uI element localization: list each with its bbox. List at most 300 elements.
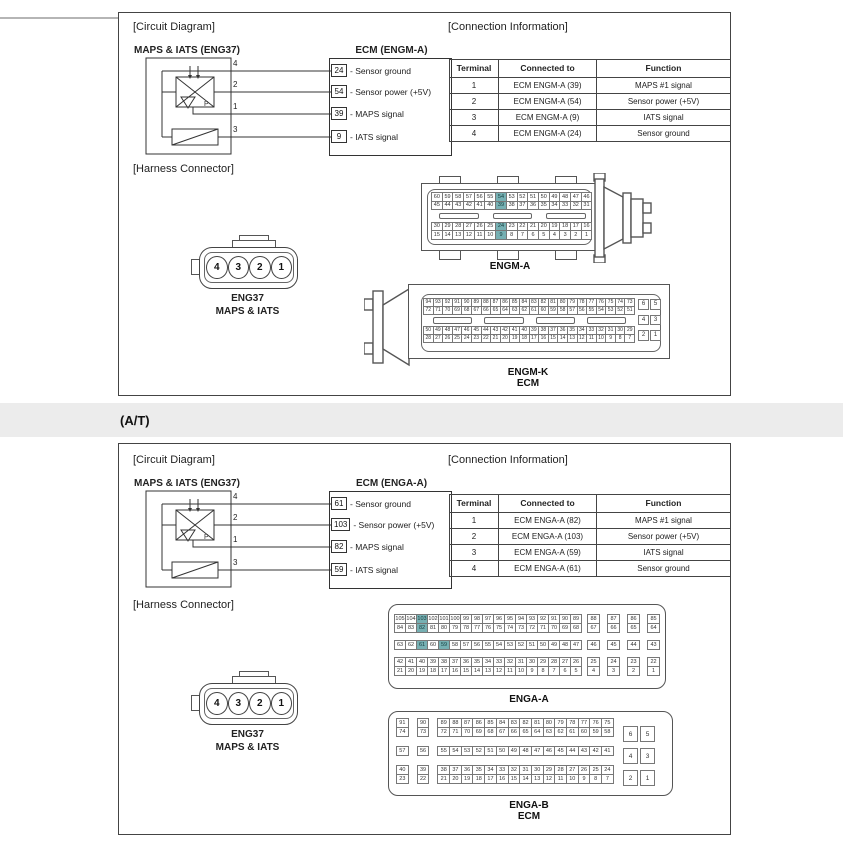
pin-2: 2 bbox=[570, 230, 582, 240]
pin-22: 22 bbox=[647, 657, 660, 667]
pin-18: 18 bbox=[472, 774, 485, 784]
pin-46: 46 bbox=[461, 326, 472, 335]
pin-91: 91 bbox=[548, 614, 560, 624]
pin-94: 94 bbox=[423, 298, 434, 307]
pin-55: 55 bbox=[484, 192, 496, 202]
pin-39: 39 bbox=[495, 201, 507, 211]
pin-21: 21 bbox=[527, 222, 539, 232]
pin-55: 55 bbox=[482, 640, 494, 650]
harness-connector-eng37 bbox=[191, 233, 316, 333]
pin-38: 38 bbox=[438, 657, 450, 667]
pin-31: 31 bbox=[581, 201, 593, 211]
table-cell: 4 bbox=[450, 561, 499, 577]
pin-56: 56 bbox=[471, 640, 483, 650]
ecm-pin bbox=[331, 518, 434, 531]
pin-side-block bbox=[623, 726, 655, 786]
pin-33: 33 bbox=[586, 326, 597, 335]
wire-number: 1 bbox=[233, 535, 238, 544]
pin-82: 82 bbox=[538, 298, 549, 307]
pin-48: 48 bbox=[559, 192, 571, 202]
pin-52: 52 bbox=[615, 306, 626, 315]
table-cell: ECM ENGA-A (61) bbox=[499, 561, 597, 577]
table-row bbox=[450, 513, 731, 529]
pin-4: 4 bbox=[587, 666, 600, 676]
pin-14: 14 bbox=[519, 774, 532, 784]
wire-number: 3 bbox=[233, 558, 238, 567]
pin-70: 70 bbox=[461, 727, 474, 737]
pin-82: 82 bbox=[416, 623, 428, 633]
ecm-pin-function: - MAPS signal bbox=[350, 541, 404, 552]
pin-28: 28 bbox=[548, 657, 560, 667]
connector-caption-block bbox=[408, 367, 648, 389]
pin-37: 37 bbox=[517, 201, 529, 211]
pin-grid bbox=[431, 192, 594, 240]
pin-63: 63 bbox=[543, 727, 556, 737]
pin-36: 36 bbox=[557, 326, 568, 335]
pin-77: 77 bbox=[471, 623, 483, 633]
connector-body bbox=[199, 247, 298, 289]
pin-88: 88 bbox=[449, 718, 462, 728]
pin-81: 81 bbox=[531, 718, 544, 728]
table-cell: ECM ENGM-A (24) bbox=[499, 126, 597, 142]
pin-69: 69 bbox=[559, 623, 571, 633]
pin-57: 57 bbox=[460, 640, 472, 650]
pin-12: 12 bbox=[463, 230, 475, 240]
pin-2: 2 bbox=[638, 330, 649, 341]
pin-9: 9 bbox=[605, 334, 616, 343]
pin-41: 41 bbox=[509, 326, 520, 335]
pin-60: 60 bbox=[431, 192, 443, 202]
pin-31: 31 bbox=[519, 765, 532, 775]
pin-23: 23 bbox=[627, 657, 640, 667]
pin-53: 53 bbox=[506, 192, 518, 202]
pin-34: 34 bbox=[484, 765, 497, 775]
pin-8: 8 bbox=[589, 774, 602, 784]
circuit-diagram-label: [Circuit Diagram] bbox=[133, 21, 215, 33]
table-cell: ECM ENGA-A (59) bbox=[499, 545, 597, 561]
pin-16: 16 bbox=[496, 774, 509, 784]
pin-4: 4 bbox=[549, 230, 561, 240]
pin-103: 103 bbox=[417, 616, 427, 622]
pin-87: 87 bbox=[461, 718, 474, 728]
pin-9: 9 bbox=[526, 666, 538, 676]
pin-group bbox=[437, 727, 613, 737]
pin-8: 8 bbox=[506, 230, 518, 240]
pin-band bbox=[396, 746, 614, 756]
connector-cavity-row bbox=[204, 252, 294, 283]
pin-55: 55 bbox=[586, 306, 597, 315]
pin-band bbox=[396, 765, 614, 784]
pin-60: 60 bbox=[427, 640, 439, 650]
side-pin-row bbox=[623, 748, 655, 764]
pin-30: 30 bbox=[526, 657, 538, 667]
pin-50: 50 bbox=[537, 640, 549, 650]
table-cell: Sensor power (+5V) bbox=[597, 529, 731, 545]
pin-15: 15 bbox=[508, 774, 521, 784]
pin-6: 6 bbox=[623, 726, 638, 742]
cavity-3: 3 bbox=[228, 692, 250, 715]
pin-1: 1 bbox=[581, 230, 593, 240]
connector-caption: ECM bbox=[516, 378, 540, 389]
pin-11: 11 bbox=[504, 666, 516, 676]
table-row bbox=[450, 561, 731, 577]
pin-81: 81 bbox=[427, 623, 439, 633]
pin-89: 89 bbox=[471, 298, 482, 307]
sensor-connector-title: MAPS & IATS (ENG37) bbox=[134, 478, 240, 489]
circuit-diagram bbox=[132, 45, 467, 180]
pin-3: 3 bbox=[640, 748, 655, 764]
pin-59: 59 bbox=[548, 306, 559, 315]
pin-71: 71 bbox=[537, 623, 549, 633]
pin-14: 14 bbox=[442, 230, 454, 240]
pin-10: 10 bbox=[596, 334, 607, 343]
pin-50: 50 bbox=[538, 192, 550, 202]
sensor-connector-title: MAPS & IATS (ENG37) bbox=[134, 45, 240, 56]
pin-30: 30 bbox=[615, 326, 626, 335]
pin-26: 26 bbox=[578, 765, 591, 775]
wire-number: 4 bbox=[233, 492, 238, 501]
pin-21: 21 bbox=[437, 774, 450, 784]
pin-84: 84 bbox=[394, 623, 406, 633]
pin-10: 10 bbox=[566, 774, 579, 784]
table-header: Function bbox=[597, 60, 731, 78]
pin-33: 33 bbox=[496, 765, 509, 775]
harness-connector-caption: MAPS & IATS bbox=[215, 306, 280, 317]
pin-61: 61 bbox=[566, 727, 579, 737]
circuit-diagram-label: [Circuit Diagram] bbox=[133, 454, 215, 466]
pin-54: 54 bbox=[596, 306, 607, 315]
pin-22: 22 bbox=[517, 222, 529, 232]
pin-38: 38 bbox=[437, 765, 450, 775]
ecm-pin-function: - Sensor ground bbox=[350, 498, 411, 509]
pin-7: 7 bbox=[548, 666, 560, 676]
pin-92: 92 bbox=[537, 614, 549, 624]
pin-row bbox=[394, 640, 660, 650]
pin-89: 89 bbox=[437, 718, 450, 728]
pin-27: 27 bbox=[566, 765, 579, 775]
pin-row bbox=[431, 230, 594, 240]
ecm-pin bbox=[331, 540, 404, 553]
pin-16: 16 bbox=[581, 222, 593, 232]
pin-41: 41 bbox=[405, 657, 417, 667]
pin-31: 31 bbox=[515, 657, 527, 667]
pin-77: 77 bbox=[586, 298, 597, 307]
pin-53: 53 bbox=[605, 306, 616, 315]
pin-33: 33 bbox=[493, 657, 505, 667]
pin-48: 48 bbox=[442, 326, 453, 335]
pin-10: 10 bbox=[515, 666, 527, 676]
pin-7: 7 bbox=[517, 230, 529, 240]
wire-number: 1 bbox=[233, 102, 238, 111]
table-cell: 3 bbox=[450, 110, 499, 126]
pin-78: 78 bbox=[566, 718, 579, 728]
side-pin-row bbox=[638, 299, 661, 310]
ecm-pin bbox=[331, 85, 431, 98]
pin-side-block bbox=[638, 299, 661, 341]
pin-group bbox=[437, 746, 613, 756]
pin-41: 41 bbox=[601, 746, 614, 756]
pin-2: 2 bbox=[623, 770, 638, 786]
pin-28: 28 bbox=[452, 222, 464, 232]
pin-35: 35 bbox=[471, 657, 483, 667]
pin-17: 17 bbox=[484, 774, 497, 784]
pin-25: 25 bbox=[587, 657, 600, 667]
pin-51: 51 bbox=[526, 640, 538, 650]
pin-89: 89 bbox=[570, 614, 582, 624]
pin-42: 42 bbox=[463, 201, 475, 211]
pin-67: 67 bbox=[471, 306, 482, 315]
pin-28: 28 bbox=[423, 334, 434, 343]
connection-table bbox=[449, 59, 731, 142]
table-row bbox=[450, 94, 731, 110]
pin-16: 16 bbox=[538, 334, 549, 343]
pin-22: 22 bbox=[481, 334, 492, 343]
table-cell: Sensor power (+5V) bbox=[597, 94, 731, 110]
table-row bbox=[450, 126, 731, 142]
pin-19: 19 bbox=[509, 334, 520, 343]
pin-71: 71 bbox=[433, 306, 444, 315]
pin-102: 102 bbox=[428, 616, 438, 622]
connector-side-profile bbox=[364, 283, 414, 373]
pin-25: 25 bbox=[589, 765, 602, 775]
pin-band bbox=[423, 317, 636, 324]
pin-10: 10 bbox=[484, 230, 496, 240]
pin-group bbox=[396, 774, 409, 784]
pin-72: 72 bbox=[437, 727, 450, 737]
pin-19: 19 bbox=[416, 666, 428, 676]
pin-1: 1 bbox=[650, 330, 661, 341]
ecm-pin-function: - Sensor ground bbox=[350, 65, 411, 76]
ecm-pin-function: - IATS signal bbox=[350, 131, 399, 142]
pin-band bbox=[396, 718, 614, 737]
pin-74: 74 bbox=[615, 298, 626, 307]
pin-row bbox=[431, 201, 594, 211]
pin-35: 35 bbox=[567, 326, 578, 335]
pin-70: 70 bbox=[548, 623, 560, 633]
pin-53: 53 bbox=[461, 746, 474, 756]
pin-44: 44 bbox=[442, 201, 454, 211]
pin-row bbox=[396, 727, 614, 737]
pin-64: 64 bbox=[500, 306, 511, 315]
pin-6: 6 bbox=[559, 666, 571, 676]
pin-1: 1 bbox=[647, 666, 660, 676]
pin-38: 38 bbox=[538, 326, 549, 335]
pin-9: 9 bbox=[495, 230, 507, 240]
pin-88: 88 bbox=[587, 614, 600, 624]
connector-caption-block bbox=[414, 261, 606, 272]
pin-51: 51 bbox=[484, 746, 497, 756]
side-pin-row bbox=[638, 330, 661, 341]
pin-34: 34 bbox=[549, 201, 561, 211]
pin-84: 84 bbox=[496, 718, 509, 728]
pin-100: 100 bbox=[450, 616, 460, 622]
pin-band bbox=[431, 213, 594, 220]
pin-92: 92 bbox=[442, 298, 453, 307]
pin-59: 59 bbox=[589, 727, 602, 737]
section-at-panel bbox=[118, 443, 731, 835]
pin-21: 21 bbox=[490, 334, 501, 343]
pin-57: 57 bbox=[463, 192, 475, 202]
ecm-pin-number: 82 bbox=[331, 540, 347, 553]
pin-59: 59 bbox=[442, 192, 454, 202]
pin-79: 79 bbox=[554, 718, 567, 728]
pin-group bbox=[394, 666, 582, 676]
pin-group bbox=[423, 306, 635, 315]
pin-56: 56 bbox=[417, 746, 430, 756]
pin-29: 29 bbox=[537, 657, 549, 667]
ecm-pin-number: 59 bbox=[331, 563, 347, 576]
pin-94: 94 bbox=[515, 614, 527, 624]
pin-8: 8 bbox=[615, 334, 626, 343]
pin-50: 50 bbox=[496, 746, 509, 756]
pin-65: 65 bbox=[627, 623, 640, 633]
pin-24: 24 bbox=[601, 765, 614, 775]
pin-24: 24 bbox=[495, 222, 507, 232]
pin-66: 66 bbox=[481, 306, 492, 315]
pin-76: 76 bbox=[596, 298, 607, 307]
pin-51: 51 bbox=[624, 306, 635, 315]
at-section-band bbox=[0, 403, 843, 437]
table-row bbox=[450, 110, 731, 126]
pin-32: 32 bbox=[596, 326, 607, 335]
pin-row bbox=[396, 746, 614, 756]
side-pin-row bbox=[623, 770, 655, 786]
pin-39: 39 bbox=[417, 765, 430, 775]
pin-15: 15 bbox=[431, 230, 443, 240]
pin-72: 72 bbox=[526, 623, 538, 633]
ecm-connector-enga-b bbox=[384, 709, 674, 821]
pin-91: 91 bbox=[396, 718, 409, 728]
ecm-connector-engm-k bbox=[364, 283, 676, 395]
pin-46: 46 bbox=[587, 640, 600, 650]
pin-47: 47 bbox=[531, 746, 544, 756]
pin-63: 63 bbox=[394, 640, 406, 650]
pin-30: 30 bbox=[531, 765, 544, 775]
pin-36: 36 bbox=[527, 201, 539, 211]
pin-38: 38 bbox=[506, 201, 518, 211]
ecm-pin-function: - MAPS signal bbox=[350, 108, 404, 119]
pin-45: 45 bbox=[471, 326, 482, 335]
pin-59: 59 bbox=[438, 640, 450, 650]
pin-62: 62 bbox=[519, 306, 530, 315]
pin-56: 56 bbox=[577, 306, 588, 315]
table-cell: ECM ENGM-A (54) bbox=[499, 94, 597, 110]
pin-47: 47 bbox=[452, 326, 463, 335]
pin-49: 49 bbox=[548, 640, 560, 650]
pin-45: 45 bbox=[554, 746, 567, 756]
pin-5: 5 bbox=[640, 726, 655, 742]
pin-35: 35 bbox=[472, 765, 485, 775]
harness-connector-name: ENG37 bbox=[231, 729, 264, 740]
pin-group bbox=[394, 640, 582, 650]
pin-93: 93 bbox=[433, 298, 444, 307]
pin-41: 41 bbox=[474, 201, 486, 211]
pin-58: 58 bbox=[601, 727, 614, 737]
pin-row bbox=[423, 334, 636, 343]
pin-101: 101 bbox=[439, 616, 449, 622]
table-cell: Sensor ground bbox=[597, 126, 731, 142]
pin-29: 29 bbox=[442, 222, 454, 232]
pin-67: 67 bbox=[496, 727, 509, 737]
pin-53: 53 bbox=[504, 640, 516, 650]
pin-6: 6 bbox=[638, 299, 649, 310]
pin-row bbox=[396, 774, 614, 784]
pin-26: 26 bbox=[442, 334, 453, 343]
ecm-pin bbox=[331, 563, 398, 576]
pin-3: 3 bbox=[607, 666, 620, 676]
pin-18: 18 bbox=[519, 334, 530, 343]
pin-75: 75 bbox=[601, 718, 614, 728]
pin-group bbox=[396, 746, 409, 756]
ecm-pin-function: - Sensor power (+5V) bbox=[350, 86, 432, 97]
pin-80: 80 bbox=[438, 623, 450, 633]
pin-3: 3 bbox=[559, 230, 571, 240]
pin-48: 48 bbox=[519, 746, 532, 756]
pin-5: 5 bbox=[650, 299, 661, 310]
side-pin-row bbox=[638, 315, 661, 326]
pin-band bbox=[394, 640, 660, 650]
table-cell: 3 bbox=[450, 545, 499, 561]
pressure-symbol-label: P bbox=[204, 534, 209, 541]
pin-58: 58 bbox=[557, 306, 568, 315]
ecm-pin-number: 103 bbox=[331, 518, 350, 531]
pin-grid bbox=[396, 718, 614, 784]
cavity-3: 3 bbox=[228, 256, 250, 279]
key-slot bbox=[536, 317, 575, 324]
pin-43: 43 bbox=[578, 746, 591, 756]
pin-27: 27 bbox=[559, 657, 571, 667]
pin-90: 90 bbox=[559, 614, 571, 624]
pin-grid bbox=[394, 614, 660, 676]
key-slot bbox=[484, 317, 523, 324]
pin-68: 68 bbox=[461, 306, 472, 315]
pin-54: 54 bbox=[493, 640, 505, 650]
table-header: Terminal bbox=[450, 495, 499, 513]
pin-group bbox=[417, 727, 430, 737]
ecm-pin-number: 54 bbox=[331, 85, 347, 98]
pin-17: 17 bbox=[570, 222, 582, 232]
pin-12: 12 bbox=[493, 666, 505, 676]
pin-95: 95 bbox=[504, 614, 516, 624]
pin-51: 51 bbox=[527, 192, 539, 202]
cavity-1: 1 bbox=[271, 256, 293, 279]
cavity-2: 2 bbox=[249, 256, 271, 279]
connection-table bbox=[449, 494, 731, 577]
pin-40: 40 bbox=[484, 201, 496, 211]
pin-50: 50 bbox=[423, 326, 434, 335]
pin-group bbox=[437, 774, 613, 784]
pin-85: 85 bbox=[484, 718, 497, 728]
table-row bbox=[450, 78, 731, 94]
pin-73: 73 bbox=[417, 727, 430, 737]
pin-36: 36 bbox=[460, 657, 472, 667]
pin-group bbox=[431, 230, 592, 240]
pin-45: 45 bbox=[431, 201, 443, 211]
key-slot bbox=[587, 317, 626, 324]
pin-47: 47 bbox=[570, 192, 582, 202]
pin-54: 54 bbox=[495, 192, 507, 202]
pin-5: 5 bbox=[570, 666, 582, 676]
pin-24: 24 bbox=[607, 657, 620, 667]
pin-73: 73 bbox=[624, 298, 635, 307]
pin-82: 82 bbox=[519, 718, 532, 728]
pin-row bbox=[423, 306, 636, 315]
pin-band bbox=[394, 614, 660, 633]
key-slot bbox=[546, 213, 586, 220]
pin-23: 23 bbox=[396, 774, 409, 784]
pin-80: 80 bbox=[543, 718, 556, 728]
pin-45: 45 bbox=[607, 640, 620, 650]
